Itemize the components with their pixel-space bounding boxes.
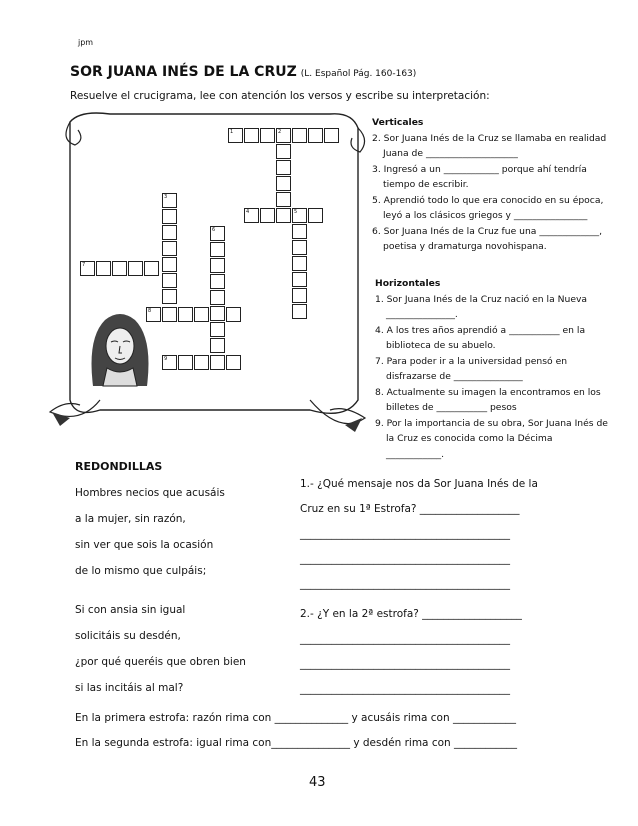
rhyme-line-2[interactable]: En la segunda estrofa: igual rima con_______________ y desdén rima con ____________ [75,737,518,749]
clue-number: 1 [230,129,234,135]
title-main: SOR JUANA INÉS DE LA CRUZ [70,64,297,80]
crossword-cell[interactable] [260,128,275,143]
crossword-cell[interactable] [146,307,161,322]
crossword-cell[interactable] [194,355,209,370]
stanza-2 [75,597,246,701]
verse: ¿por qué queréis que obren bien [75,656,246,668]
crossword-cell[interactable] [194,307,209,322]
crossword-cell[interactable] [178,355,193,370]
crossword-cell[interactable] [96,261,111,276]
clue-v6: 6. Sor Juana Inés de la Cruz fue una _____________, poetisa y dramaturga novohispana. [372,225,602,252]
crossword-cell[interactable] [244,208,259,223]
page-title [70,64,416,80]
crossword-cell[interactable] [276,176,291,191]
crossword-cell[interactable] [276,128,291,143]
question-1-line2[interactable]: Cruz en su 1ª Estrofa? ___________________ [300,503,520,515]
clue-v2: 2. Sor Juana Inés de la Cruz se llamaba en realidad Juana de ____________________ [372,132,607,159]
crossword-cell[interactable] [324,128,339,143]
crossword-cell[interactable] [260,208,275,223]
clue-v5: 5. Aprendió todo lo que era conocido en su época, leyó a los clásicos griegos y ________________ [372,194,604,221]
crossword-cell[interactable] [228,128,243,143]
crossword-cell[interactable] [144,261,159,276]
crossword-cell[interactable] [112,261,127,276]
clue-number: 9 [164,356,168,362]
crossword-cell[interactable] [244,128,259,143]
clue-number: 6 [212,227,216,233]
verse: Si con ansia sin igual [75,604,186,616]
clue-number: 3 [164,194,168,200]
stanza-1 [75,480,225,584]
answer-line[interactable]: ________________________________________ [300,683,510,695]
crossword-cell[interactable] [210,322,225,337]
crossword-cell[interactable] [292,208,307,223]
crossword-cell[interactable] [292,256,307,271]
answer-line[interactable]: ________________________________________ [300,658,510,670]
crossword-cell[interactable] [292,272,307,287]
crossword-cell[interactable] [210,355,225,370]
answer-line[interactable]: ________________________________________ [300,578,510,590]
crossword-cell[interactable] [162,307,177,322]
verse: a la mujer, sin razón, [75,513,186,525]
crossword-cell[interactable] [162,193,177,208]
crossword-cell[interactable] [210,258,225,273]
crossword-cell[interactable] [162,241,177,256]
crossword-cell[interactable] [210,242,225,257]
question-1-line1: 1.- ¿Qué mensaje nos da Sor Juana Inés de la [300,478,538,490]
title-source: (L. Español Pág. 160-163) [300,69,417,79]
crossword-cell[interactable] [308,208,323,223]
rhyme-line-1[interactable]: En la primera estrofa: razón rima con ______________ y acusáis rima con ____________ [75,712,516,724]
verse: Hombres necios que acusáis [75,487,225,499]
crossword-cell[interactable] [178,307,193,322]
crossword-cell[interactable] [276,144,291,159]
question-1 [300,472,538,597]
clues-horizontales [375,276,610,462]
clues-verticales [372,115,607,255]
crossword-cell[interactable] [210,290,225,305]
crossword-cell[interactable] [162,289,177,304]
answer-line[interactable]: ________________________________________ [300,528,510,540]
crossword-cell[interactable] [276,160,291,175]
question-2-text[interactable]: 2.- ¿Y en la 2ª estrofa? ___________________ [300,608,522,620]
page-number: 43 [309,775,326,790]
crossword-cell[interactable] [276,208,291,223]
crossword-cell[interactable] [292,224,307,239]
clue-number: 7 [82,262,86,268]
crossword-cell[interactable] [226,355,241,370]
crossword-cell[interactable] [210,338,225,353]
answer-line[interactable]: ________________________________________ [300,633,510,645]
crossword-cell[interactable] [292,304,307,319]
crossword-cell[interactable] [292,288,307,303]
crossword-cell[interactable] [210,306,225,321]
clue-h1: 1. Sor Juana Inés de la Cruz nació en la Nueva _______________. [375,293,588,320]
verse: de lo mismo que culpáis; [75,565,207,577]
horizontales-heading: Horizontales [375,278,441,289]
crossword-cell[interactable] [292,240,307,255]
crossword-cell[interactable] [292,128,307,143]
question-2 [300,602,522,702]
clue-h4: 4. A los tres años aprendió a ___________ en la biblioteca de su abuelo. [375,324,586,351]
crossword-cell[interactable] [226,307,241,322]
answer-line[interactable]: ________________________________________ [300,553,510,565]
verse: sin ver que sois la ocasión [75,539,214,551]
verse: si las incitáis al mal? [75,682,184,694]
clue-number: 2 [278,129,282,135]
portrait-image [85,308,155,388]
crossword-cell[interactable] [276,192,291,207]
crossword-cell[interactable] [162,355,177,370]
crossword-cell[interactable] [128,261,143,276]
clue-number: 4 [246,209,250,215]
crossword-cell[interactable] [80,261,95,276]
author-initials: jpm [78,38,94,47]
clue-h9: 9. Por la importancia de su obra, Sor Juana Inés de la Cruz es conocida como la Décima ____________. [375,417,608,460]
crossword-cell[interactable] [162,209,177,224]
crossword-cell[interactable] [162,273,177,288]
clue-v3: 3. Ingresó a un ____________ porque ahí tendría tiempo de escribir. [372,163,587,190]
crossword-cell[interactable] [162,225,177,240]
crossword-cell[interactable] [308,128,323,143]
verticales-heading: Verticales [372,117,424,128]
clue-h7: 7. Para poder ir a la universidad pensó en disfrazarse de _______________ [375,355,568,382]
crossword-cell[interactable] [210,226,225,241]
crossword-cell[interactable] [210,274,225,289]
clue-number: 5 [294,209,298,215]
redondillas-heading: REDONDILLAS [75,460,163,473]
instructions: Resuelve el crucigrama, lee con atención los versos y escribe su interpretación: [70,90,490,102]
clue-h8: 8. Actualmente su imagen la encontramos en los billetes de ___________ pesos [375,386,601,413]
verse: solicitáis su desdén, [75,630,181,642]
clue-number: 8 [148,308,152,314]
crossword-cell[interactable] [162,257,177,272]
